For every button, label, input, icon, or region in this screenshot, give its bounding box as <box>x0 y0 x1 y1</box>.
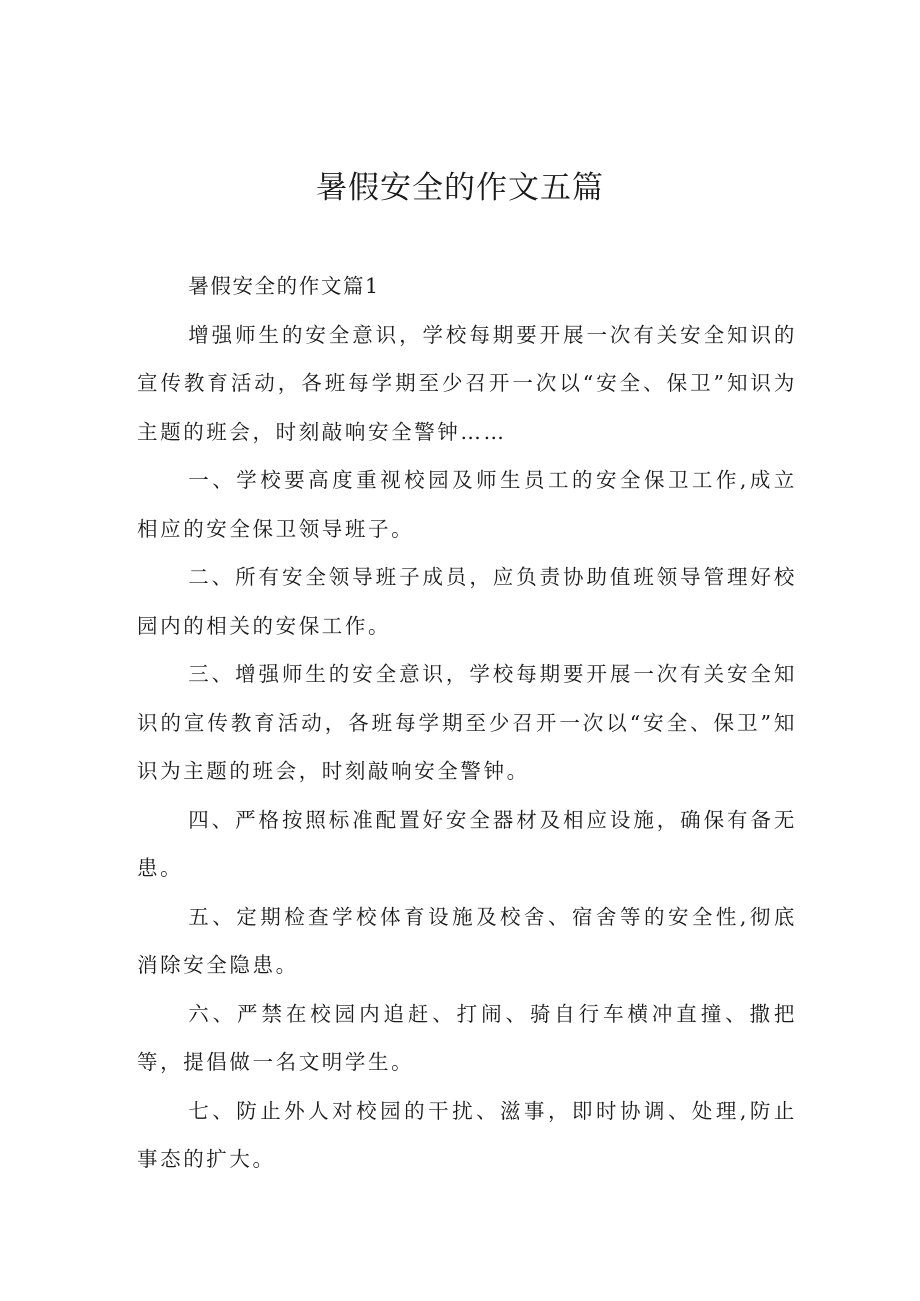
paragraph: 三、增强师生的安全意识，学校每期要开展一次有关安全知识的宣传教育活动，各班每学期至少召开一次以“安全、保卫”知识为主题的班会，时刻敲响安全警钟。 <box>137 662 797 783</box>
paragraph: 二、所有安全领导班子成员，应负责协助值班领导管理好校园内的相关的安保工作。 <box>137 565 797 638</box>
document-title: 暑假安全的作文五篇 <box>316 170 604 206</box>
paragraph: 五、定期检查学校体育设施及校舍、宿舍等的安全性,彻底消除安全隐患。 <box>137 904 797 977</box>
paragraph: 一、学校要高度重视校园及师生员工的安全保卫工作,成立相应的安全保卫领导班子。 <box>137 468 797 541</box>
section-heading: 暑假安全的作文篇1 <box>188 274 380 298</box>
paragraph: 增强师生的安全意识，学校每期要开展一次有关安全知识的宣传教育活动，各班每学期至少召开一次以“安全、保卫”知识为主题的班会，时刻敲响安全警钟…… <box>137 322 797 444</box>
document-body <box>137 262 797 1184</box>
paragraph: 七、防止外人对校园的干扰、滋事，即时协调、处理,防止事态的扩大。 <box>137 1098 797 1171</box>
paragraph: 四、严格按照标准配置好安全器材及相应设施，确保有备无患。 <box>137 807 797 880</box>
paragraph: 六、严禁在校园内追赶、打闹、骑自行车横冲直撞、撒把等，提倡做一名文明学生。 <box>137 1001 797 1074</box>
